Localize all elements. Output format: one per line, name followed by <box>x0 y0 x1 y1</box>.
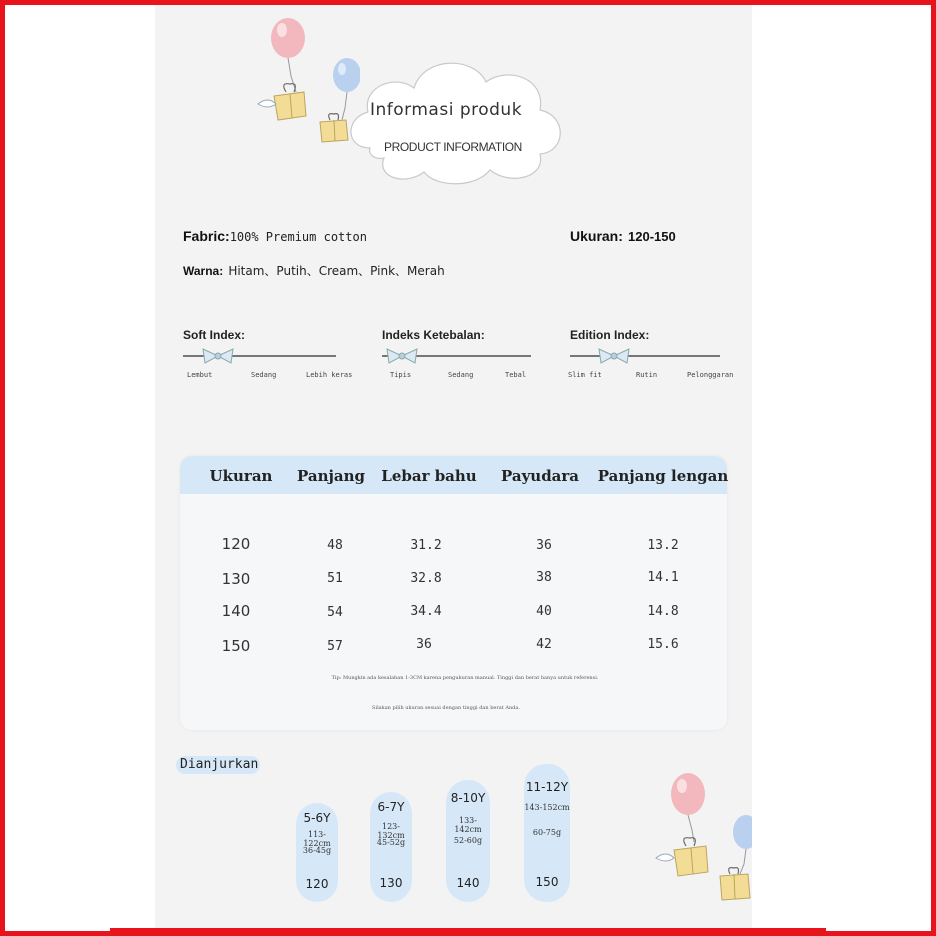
table-cell: 13.2 <box>647 538 679 553</box>
recommend-size: 140 <box>456 876 480 890</box>
table-cell: 150 <box>221 637 251 655</box>
size-range-row <box>570 226 676 245</box>
index-tick: Rutin <box>636 371 658 379</box>
recommend-card <box>446 780 490 902</box>
recommend-height: 133-142cm <box>454 816 482 834</box>
recommend-size: 120 <box>305 877 329 891</box>
table-cell: 51 <box>327 571 343 586</box>
color-label: Warna: <box>183 264 224 278</box>
index-tick: Lembut <box>187 371 213 379</box>
recommend-weight: 52-60g <box>453 836 483 845</box>
recommend-age: 11-12Y <box>525 780 569 794</box>
recommend-height: 143-152cm <box>524 803 570 812</box>
fabric-row <box>183 226 367 245</box>
table-note: Tip: Mungkin ada kesalahan 1-3CM karena pengukuran manual. Tinggi dan berat hanya untuk referensi. <box>331 675 599 681</box>
table-cell: 57 <box>327 639 343 654</box>
bow-icon <box>200 347 236 365</box>
page-subtitle: PRODUCT INFORMATION <box>384 140 522 154</box>
index-tick: Lebih keras <box>306 371 353 379</box>
table-header-cell: Ukuran <box>209 467 273 485</box>
gift-box-icon <box>258 84 306 120</box>
bow-icon <box>384 347 420 365</box>
recommend-height: 113-122cm <box>303 830 331 848</box>
table-cell: 120 <box>221 535 251 553</box>
table-cell: 48 <box>327 538 343 553</box>
table-header-cell: Payudara <box>500 467 580 485</box>
color-value: Hitam、Putih、Cream、Pink、Merah <box>228 264 445 278</box>
table-cell: 40 <box>536 604 552 619</box>
bottom-red-bar <box>110 928 826 931</box>
balloon-icon <box>733 815 752 874</box>
table-cell: 130 <box>221 570 251 588</box>
table-cell: 15.6 <box>647 637 679 652</box>
table-cell: 38 <box>536 570 552 585</box>
recommend-weight: 36-45g <box>302 846 332 855</box>
recommend-age: 5-6Y <box>303 811 331 825</box>
recommend-label: Dianjurkan <box>176 756 260 774</box>
page-title: Informasi produk <box>370 100 523 120</box>
recommend-card <box>370 792 412 902</box>
bow-icon <box>596 347 632 365</box>
recommend-weight: 45-52g <box>376 838 406 847</box>
table-note: Silakan pilih ukuran sesuai dengan tinggi dan berat Anda. <box>372 705 520 711</box>
table-cell: 42 <box>536 637 552 652</box>
balloon-icon <box>671 773 705 842</box>
index-tick: Pelonggaran <box>687 371 734 379</box>
recommend-size: 150 <box>535 875 559 889</box>
table-cell: 36 <box>536 538 552 553</box>
table-cell: 36 <box>416 637 432 652</box>
recommend-height: 123-132cm <box>377 822 405 840</box>
table-cell: 14.8 <box>647 604 679 619</box>
table-cell: 14.1 <box>647 570 679 585</box>
index-tick: Sedang <box>448 371 474 379</box>
index-tick: Tipis <box>390 371 412 379</box>
index-tick: Slim fit <box>568 371 602 379</box>
table-cell: 140 <box>221 602 251 620</box>
fabric-label: Fabric: <box>183 228 230 244</box>
size-label: Ukuran: <box>570 228 623 244</box>
size-table <box>180 456 727 730</box>
index-line <box>570 355 720 357</box>
color-row <box>183 260 445 279</box>
recommend-age: 8-10Y <box>450 791 486 805</box>
recommend-age: 6-7Y <box>377 800 405 814</box>
index-title: Indeks Ketebalan: <box>382 328 485 342</box>
index-tick: Sedang <box>251 371 277 379</box>
index-title: Edition Index: <box>570 328 650 342</box>
balloon-gift-decoration-bottom <box>650 768 752 908</box>
recommend-card <box>296 803 338 902</box>
gift-box-icon <box>656 838 708 876</box>
index-tick: Tebal <box>505 371 527 379</box>
table-header-cell: Lebar bahu <box>381 467 477 485</box>
table-header-cell: Panjang lengan <box>597 467 729 485</box>
table-cell: 34.4 <box>410 604 442 619</box>
index-title: Soft Index: <box>183 328 245 342</box>
recommend-size: 130 <box>379 876 403 890</box>
table-cell: 32.8 <box>410 571 442 586</box>
fabric-value: 100% Premium cotton <box>229 230 367 244</box>
gift-box-icon <box>720 868 750 900</box>
table-cell: 31.2 <box>410 538 442 553</box>
recommend-weight: 60-75g <box>532 828 562 837</box>
recommend-card <box>524 764 570 902</box>
size-value: 120-150 <box>628 229 676 244</box>
balloon-icon <box>271 18 305 92</box>
table-header-cell: Panjang <box>296 467 366 485</box>
table-cell: 54 <box>327 605 343 620</box>
